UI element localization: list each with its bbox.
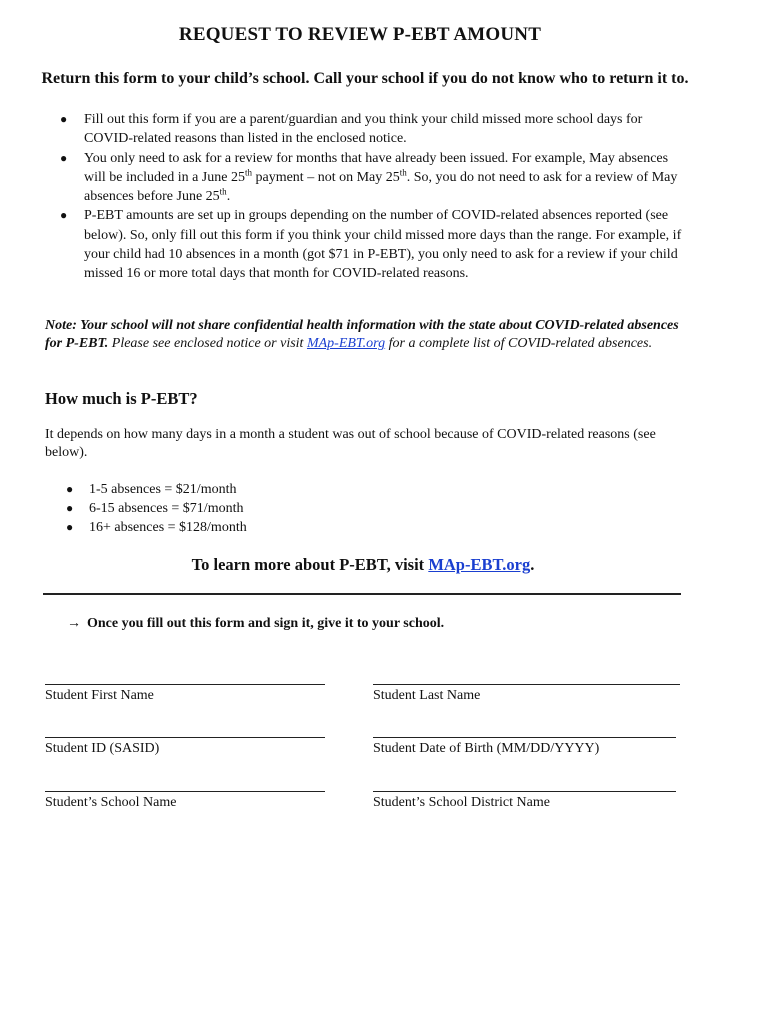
learn-more-text: To learn more about P-EBT, visit bbox=[191, 555, 429, 574]
amount-text: 16+ absences = $128/month bbox=[89, 520, 247, 535]
bullet-text: Fill out this form if you are a parent/guardian and you think your child missed more school days for COVID-related reasons than listed in the enclosed notice. bbox=[84, 112, 643, 147]
form-title: REQUEST TO REVIEW P-EBT AMOUNT bbox=[178, 24, 542, 45]
first-name-field[interactable] bbox=[45, 684, 325, 685]
district-name-label: Student’s School District Name bbox=[373, 795, 550, 810]
superscript: th bbox=[219, 186, 227, 197]
learn-more-suffix: . bbox=[530, 555, 535, 574]
return-instruction: Return this form to your child’s school. Call your school if you do not know who to return it to. bbox=[41, 70, 689, 87]
district-name-field[interactable] bbox=[373, 791, 676, 792]
student-id-field[interactable] bbox=[45, 737, 325, 738]
amount-text: 6-15 absences = $71/month bbox=[89, 501, 244, 516]
superscript: th bbox=[244, 167, 252, 178]
once-instruction bbox=[67, 616, 444, 632]
bullet-icon: ● bbox=[60, 208, 68, 223]
list-item bbox=[44, 499, 247, 518]
note-text: Please see enclosed notice or visit bbox=[108, 336, 307, 351]
list-item bbox=[44, 110, 684, 149]
bullet-text-part: payment – not on May 25 bbox=[251, 169, 400, 185]
list-item bbox=[44, 518, 247, 537]
note-text-end: for a complete list of COVID-related absences. bbox=[385, 336, 653, 351]
note-bold: Note: Your school will not share confidential health information with the state about COVID-related absences for P-EBT. bbox=[45, 318, 679, 351]
depends-text: It depends on how many days in a month a student was out of school because of COVID-related reasons (see below). bbox=[45, 427, 656, 460]
arrow-right-icon: → bbox=[67, 616, 81, 631]
bullet-text-part: . So, you do not need to ask for a review of May absences before June 25 bbox=[84, 169, 678, 205]
bullet-icon: ● bbox=[66, 501, 74, 515]
how-much-heading: How much is P-EBT? bbox=[45, 389, 198, 408]
instructions-list bbox=[44, 110, 684, 284]
bullet-text-part: You only need to ask for a review for months that have already been issued. For example, May absences will be included in a June 25 bbox=[84, 150, 669, 185]
dob-label: Student Date of Birth (MM/DD/YYYY) bbox=[373, 741, 600, 756]
school-name-field[interactable] bbox=[45, 791, 325, 792]
learn-more bbox=[0, 555, 726, 575]
amounts-list bbox=[44, 480, 247, 537]
last-name-field[interactable] bbox=[373, 684, 680, 685]
dob-field[interactable] bbox=[373, 737, 676, 738]
bullet-icon: ● bbox=[66, 482, 74, 496]
list-item bbox=[44, 480, 247, 499]
learn-more-link[interactable]: MAp-EBT.org bbox=[428, 555, 531, 574]
bullet-text-part: . bbox=[226, 189, 231, 205]
bullet-icon: ● bbox=[60, 150, 68, 165]
map-ebt-link[interactable]: MAp-EBT.org bbox=[306, 336, 386, 351]
list-item bbox=[44, 206, 684, 283]
superscript: th bbox=[399, 167, 407, 178]
bullet-icon: ● bbox=[66, 520, 74, 534]
divider bbox=[43, 593, 681, 595]
student-id-label: Student ID (SASID) bbox=[45, 741, 160, 756]
school-name-label: Student’s School Name bbox=[45, 795, 177, 810]
bullet-text: P-EBT amounts are set up in groups depending on the number of COVID-related absences reported (see below). So, only fill out this form if you think your child missed more days than the range. For example, if your child had 10 absences in a month (got $71 in P-EBT), you only need to ask for a review if your child missed 16 or more total days that month for COVID-related reasons. bbox=[84, 208, 682, 282]
bullet-icon: ● bbox=[60, 112, 68, 126]
last-name-label: Student Last Name bbox=[373, 688, 481, 703]
first-name-label: Student First Name bbox=[45, 688, 154, 703]
note-paragraph bbox=[45, 317, 685, 353]
once-text: Once you fill out this form and sign it, give it to your school. bbox=[87, 616, 445, 631]
amount-text: 1-5 absences = $21/month bbox=[89, 482, 237, 497]
list-item bbox=[44, 149, 684, 207]
